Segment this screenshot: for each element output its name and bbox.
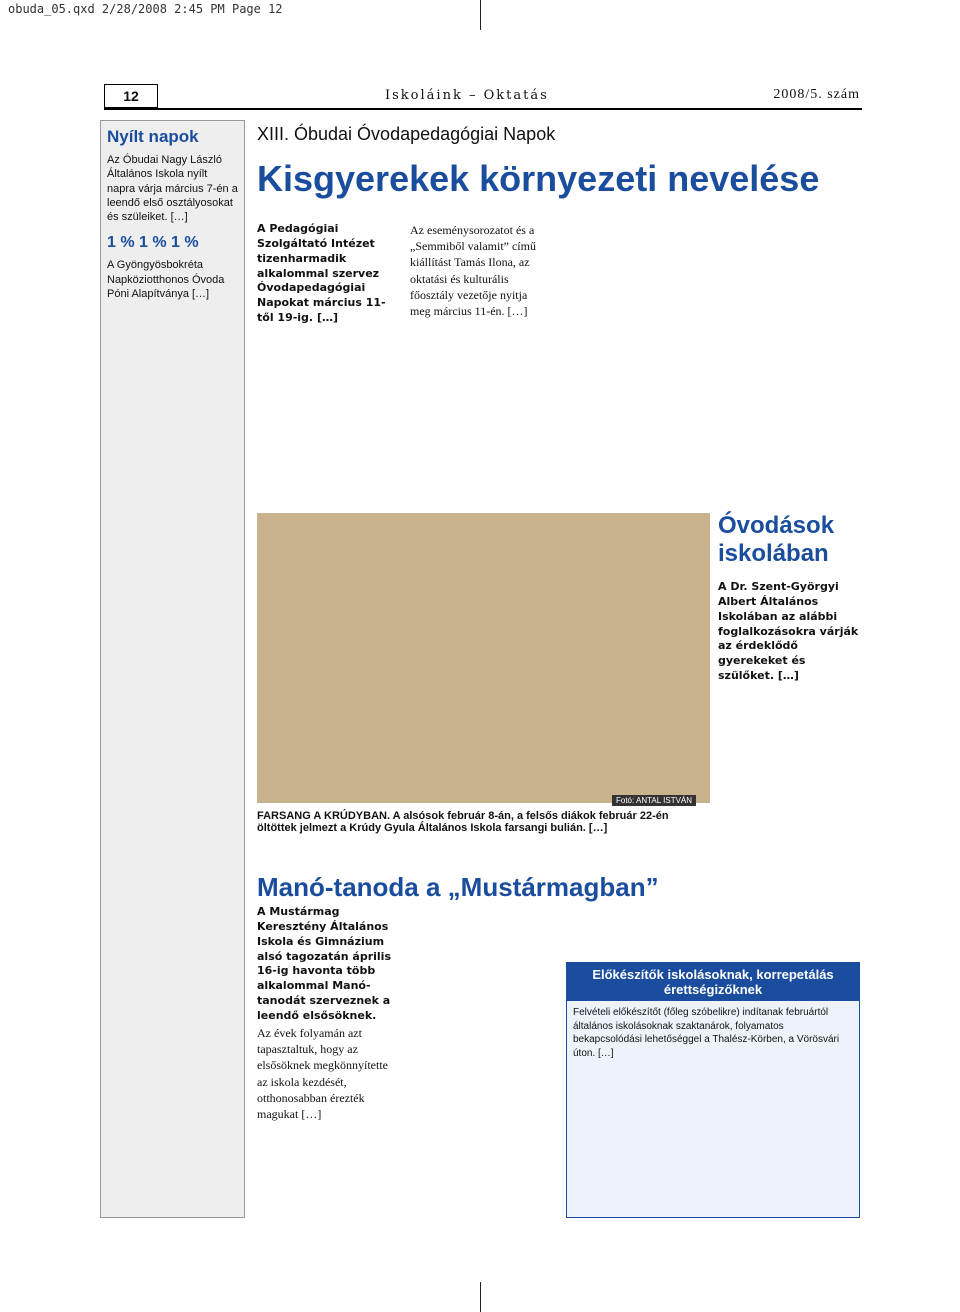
ovodas-title: Óvodások iskolában (718, 512, 835, 567)
article-headline: Kisgyerekek környezeti nevelése (257, 158, 820, 199)
carnival-photo (257, 513, 710, 803)
article-lead: A Pedagógiai Szolgáltató Intézet tizenharmadik alkalommal szervez Óvodapedagógiai Napokat március 11-től 19-ig. […] (257, 222, 386, 325)
crop-mark (480, 0, 481, 30)
tutoring-excerpt: Felvételi előkészítőt (főleg szóbelikre) indítanak februártól általános iskolásoknak szaktanárok, folyamatos bekapcsolódási lehetőséggel a Thalész-Körben, a Vörösvári úton. […] (573, 1007, 840, 1059)
sidebar-box-title: 1 % 1 % 1 % (107, 234, 199, 252)
file-slug: obuda_05.qxd 2/28/2008 2:45 PM Page 12 (8, 2, 283, 16)
ovodas-excerpt: A Dr. Szent-Györgyi Albert Általános Iskolában az alábbi foglalkozásokra várják az érdeklődő gyerekeket és szülőket. […] (718, 580, 859, 683)
mano-title: Manó-tanoda a „Mustármagban” (257, 872, 659, 902)
header-rule (104, 108, 862, 110)
photo-caption: FARSANG A KRÚDYBAN. A alsósok február 8-án, a felsős diákok február 22-én öltöttek jelmezt a Krúdy Gyula Általános Iskola farsangi bulián. […] (257, 810, 669, 834)
crop-mark (480, 1282, 481, 1312)
photo-credit: Fotó: ANTAL ISTVÁN (612, 795, 696, 806)
mano-lead: A Mustármag Keresztény Általános Iskola és Gimnázium alsó tagozatán április 16-ig havonta több alkalommal Manó-tanodát szerveznek a leendő elsősöknek. (257, 905, 391, 1022)
tutoring-title: Előkészítők iskolásoknak, korrepetálás érettségizőknek (567, 963, 859, 1001)
section-title: Iskoláink – Oktatás (385, 88, 549, 103)
sidebar-title: Nyílt napok (107, 127, 199, 146)
sidebar-box-excerpt: A Gyöngyösbokréta Napköziotthonos Óvoda Póni Alapítványa […] (107, 259, 225, 301)
sidebar-open-days (100, 120, 245, 1218)
article-body-excerpt: Az eseménysorozatot és a „Semmiből valamit” című kiállítást Tamás Ilona, az oktatási és kulturális főosztály vezetője nyitja meg március 11-én. […] (410, 223, 536, 318)
sidebar-excerpt: Az Óbudai Nagy László Általános Iskola nyílt napra várja március 7-én a leendő első osztályosokat és szüleiket. […] (107, 154, 238, 224)
issue-number: 2008/5. szám (773, 87, 860, 102)
mano-excerpt: Az évek folyamán azt tapasztaltuk, hogy az elsősöknek megkönnyítette az iskola kezdését, otthonosabban érezték magukat […] (257, 1026, 388, 1121)
tutoring-box (566, 962, 860, 1218)
article-kicker: XIII. Óbudai Óvodapedagógiai Napok (257, 124, 556, 144)
page-number: 12 (104, 84, 158, 108)
